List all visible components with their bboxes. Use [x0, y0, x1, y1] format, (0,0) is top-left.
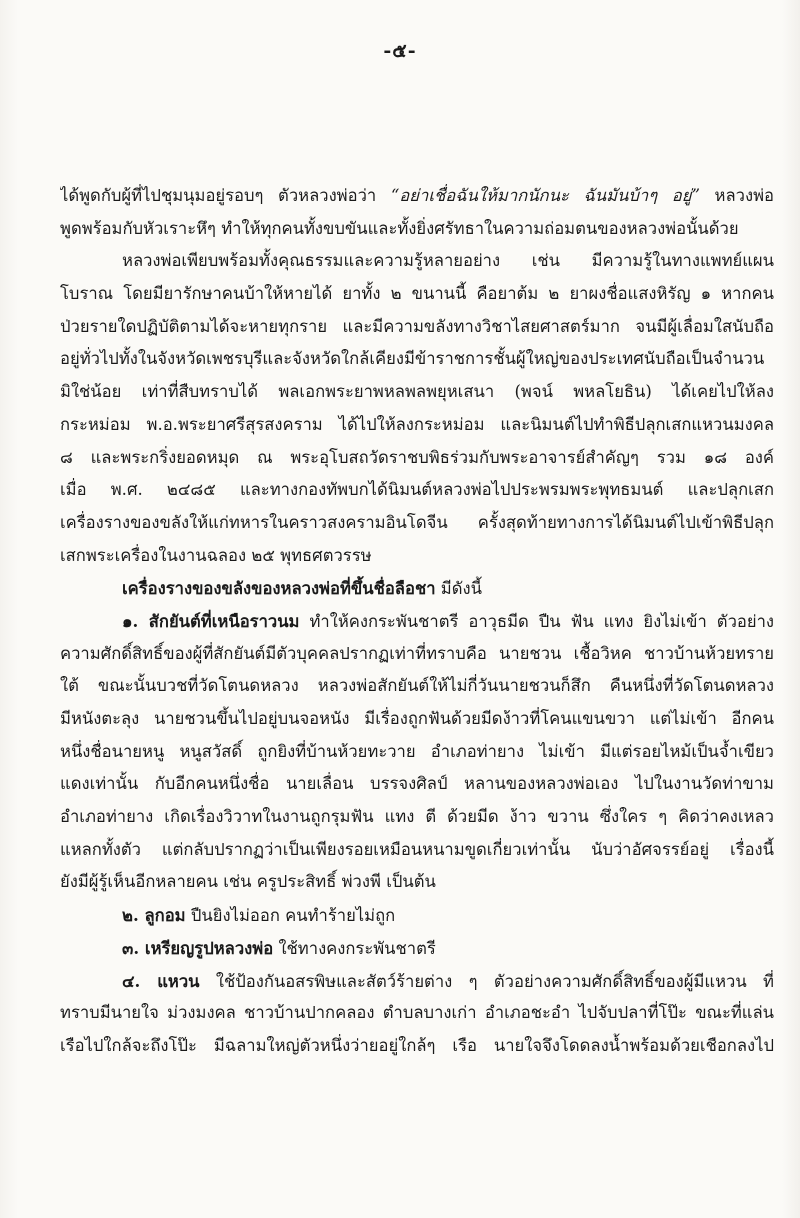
text-run: ใช้ป้องกันอสรพิษและสัตว์ร้ายต่าง ๆ ตัวอย่างความศักดิ์สิทธิ์ของผู้มีแหวน ที่ [199, 971, 774, 991]
text-line: พูดพร้อมกับหัวเราะหึๆ ทำให้ทุกคนทั้งขบขันและทั้งยิ่งศรัทธาในความถ่อมตนของหลวงพ่อนั้นด้วย [60, 218, 739, 238]
page-number: -๕- [383, 40, 417, 62]
heading-rest: มีดังนี้ [435, 579, 482, 599]
text-line: อำเภอท่ายาง เกิดเรื่องวิวาทในงานถูกรุมฟัน แทง ตี ด้วยมีด ง้าว ขวาน ซึ่งใคร ๆ คิดว่าคงเหลว [60, 807, 774, 827]
text-line: ยังมีผู้รู้เห็นอีกหลายคน เช่น ครูประสิทธิ์ พ่วงพี เป็นต้น [60, 872, 436, 892]
list-item [60, 899, 774, 932]
text-run: ทำให้คงกระพันชาตรี อาวุธมีด ปืน ฟัน แทง ยิงไม่เข้า ตัวอย่าง [299, 611, 774, 631]
text-line: แหลกทั้งตัว แต่กลับปรากฏว่าเป็นเพียงรอยเหมือนหนามขูดเกี่ยวเท่านั้น นับว่าอัศจรรย์อยู่ เรื่องนี้ [60, 839, 774, 859]
list-item [60, 932, 774, 965]
heading-bold: เครื่องรางของขลังของหลวงพ่อที่ขึ้นชื่อลือชา [122, 578, 436, 599]
list-item-title-line [60, 605, 774, 638]
text-run: ใช้ทางคงกระพันชาตรี [273, 938, 436, 958]
text-line: อยู่ทั่วไปทั้งในจังหวัดเพชรบุรีและจังหวัดใกล้เคียงมีข้าราชการชั้นผู้ใหญ่ของประเทศนับถือเป็นจำนวน [60, 349, 765, 369]
text-line: กระหม่อม พ.อ.พระยาศรีสุรสงคราม ได้ไปให้ลงกระหม่อม และนิมนต์ไปทำพิธีปลุกเสกแหวนมงคล [60, 414, 774, 434]
text-line [60, 180, 774, 213]
text-line: ป่วยรายใดปฏิบัติตามได้จะหายทุกราย และมีความขลังทางวิชาไสยศาสตร์มาก จนมีผู้เลื่อมใสนับถือ [60, 316, 774, 336]
text-line: ๘ และพระกริ่งยอดหมุด ณ พระอุโบสถวัดราชบพิธร่วมกับพระอาจารย์สำคัญๆ รวม ๑๘ องค์ [60, 447, 774, 467]
text-run: หลวงพ่อ [699, 186, 774, 205]
text-line: มีหนังตะลุง นายชวนขึ้นไปอยู่บนจอหนัง มีเรื่องถูกฟันด้วยมีดง้าวที่โคนแขนขวา แต่ไม่เข้า อีกคน [60, 709, 774, 728]
text-line: หลวงพ่อเพียบพร้อมทั้งคุณธรรมและความรู้หลายอย่าง เช่น มีความรู้ในทางแพทย์แผน [122, 251, 774, 271]
body-text [60, 180, 774, 1063]
list-item-title: ๒. ลูกอม [122, 905, 186, 926]
text-run: ได้พูดกับผู้ที่ไปชุมนุมอยู่รอบๆ ตัวหลวงพ่อว่า [60, 186, 391, 205]
list-item-title: ๑. สักยันต์ที่เหนือราวนม [122, 610, 300, 631]
text-line: โบราณ โดยมียารักษาคนบ้าให้หายได้ ยาทั้ง ๒ ขนานนี้ คือยาต้ม ๒ ยาผงชื่อแสงหิรัญ ๑ หากคน [60, 284, 774, 304]
text-line: แดงเท่านั้น กับอีกคนหนึ่งชื่อ นายเลื่อน บรรจงศิลป์ หลานของหลวงพ่อเอง ไปในงานวัดท่าขาม [60, 774, 774, 794]
text-line: ความศักดิ์สิทธิ์ของผู้ที่สักยันต์มีตัวบุคคลปรากฏเท่าที่ทราบคือ นายชวน เชื้อวิหค ชาวบ้านห้วยทราย [60, 643, 774, 663]
text-line: เมื่อ พ.ศ. ๒๔๘๕ และทางกองทัพบกได้นิมนต์หลวงพ่อไปประพรมพระพุทธมนต์ และปลุกเสก [60, 480, 774, 500]
text-line: ใต้ ขณะนั้นบวชที่วัดโตนดหลวง หลวงพ่อสักยันต์ให้ไม่กี่วันนายชวนก็สึก คืนหนึ่งที่วัดโตนดหลวง [60, 676, 774, 696]
list-item-title-line [60, 965, 774, 998]
text-run: ปืนยิงไม่ออก คนทำร้ายไม่ถูก [185, 906, 396, 926]
text-line: เสกพระเครื่องในงานฉลอง ๒๕ พุทธศตวรรษ [60, 545, 372, 565]
section-heading [60, 572, 774, 605]
text-line: หนึ่งชื่อนายหนู หนูสวัสดิ์ ถูกยิงที่บ้านห้วยทะวาย อำเภอท่ายาง ไม่เข้า มีแต่รอยไหม้เป็นจ้ำเขียว [60, 741, 774, 761]
quoted-speech: “อย่าเชื่อฉันให้มากนักนะ ฉันมันบ้าๆ อยู่” [390, 186, 700, 205]
text-line: ทราบมีนายใจ ม่วงมงคล ชาวบ้านปากคลอง ตำบลบางเก่า อำเภอชะอำ ไปจับปลาที่โป๊ะ ขณะที่แล่น [60, 1003, 774, 1023]
text-line: เครื่องรางของขลังให้แก่ทหารในคราวสงครามอินโดจีน ครั้งสุดท้ายทางการได้นิมนต์ไปเข้าพิธีปลุก [60, 512, 774, 532]
list-item-title: ๔. แหวน [122, 970, 200, 991]
text-line: เรือไปใกล้จะถึงโป๊ะ มีฉลามใหญ่ตัวหนึ่งว่ายอยู่ใกล้ๆ เรือ นายใจจึงโดดลงน้ำพร้อมด้วยเชือกลงไป [60, 1035, 774, 1055]
text-line: มิใช่น้อย เท่าที่สืบทราบได้ พลเอกพระยาพหลพลพยุหเสนา (พจน์ พหลโยธิน) ได้เคยไปให้ลง [60, 382, 774, 402]
list-item-title: ๓. เหรียญรูปหลวงพ่อ [122, 937, 274, 958]
